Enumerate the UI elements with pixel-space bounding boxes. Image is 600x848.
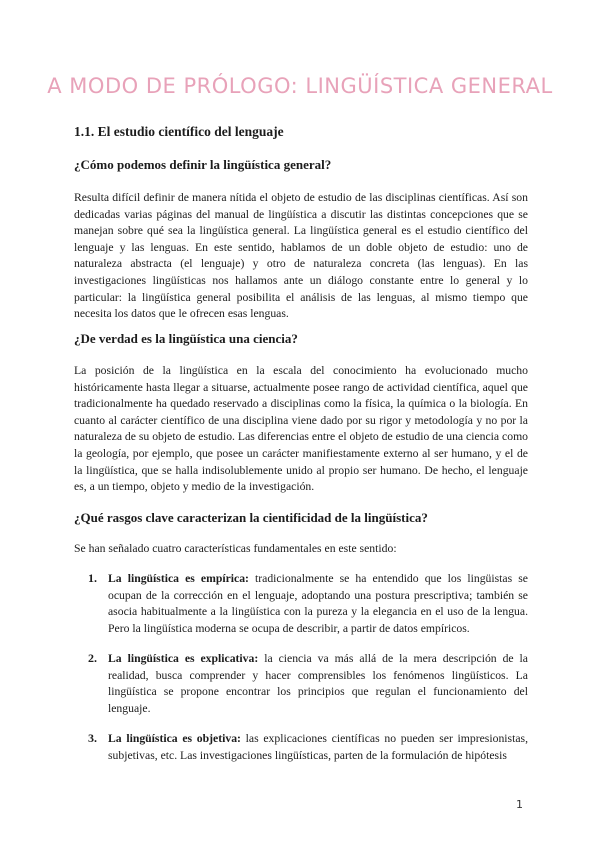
question-heading: ¿Cómo podemos definir la lingüística general? [74, 157, 332, 172]
page-title: A MODO DE PRÓLOGO: LINGÜÍSTICA GENERAL [47, 74, 553, 98]
list-item-body: las explicaciones científicas no pueden ser impresionistas, subjetivas, etc. Las investigaciones lingüísticas, parten de la formulación de hipótesis [108, 732, 528, 762]
list-item-term: La lingüística es empírica: [108, 572, 249, 585]
list-item-term: La lingüística es objetiva: [108, 732, 241, 745]
question-heading: ¿Qué rasgos clave caracterizan la cientificidad de la lingüística? [74, 510, 428, 525]
list-item-term: La lingüística es explicativa: [108, 652, 259, 665]
page-number: 1 [516, 798, 523, 811]
list-item-text [108, 651, 528, 717]
list-item-number: 2. [88, 651, 97, 665]
body-paragraph: La posición de la lingüística en la escala del conocimiento ha evolucionado mucho históricamente hasta llegar a situarse, actualmente posee rango de actividad científica, aquel que tradicionalmente ha quedado reservado a disciplinas como la física, la química o la biología. En cuanto al carácter científico de una disciplina viene dado por su rigor y metodología y no por la naturaleza de su objeto de estudio. Las diferencias entre el objeto de estudio de una ciencia como la geología, por ejemplo, que posee un carácter manifiestamente externo al ser humano, y el de la lingüística, que se halla indisolublemente unido al propio ser humano. De hecho, el lenguaje es, a un tiempo, objeto y medio de la investigación. [74, 364, 529, 494]
list-item-text [108, 731, 528, 764]
list-item-body: la ciencia va más allá de la mera descripción de la realidad, busca comprender y hacer comprensibles los fenómenos lingüísticos. La lingüística se propone encontrar los principios que regulan el funcionamiento del lenguaje. [108, 652, 528, 715]
section-heading: 1.1. El estudio científico del lenguaje [74, 124, 284, 139]
list-item-number: 1. [88, 571, 97, 585]
body-paragraph: Resulta difícil definir de manera nítida el objeto de estudio de las disciplinas científicas. Así son dedicadas varias páginas del manual de lingüística a discutir las distintas concepciones que se manejan sobre qué sea la lingüística general. La lingüística general es el estudio científico del lenguaje y las lenguas. En este sentido, hablamos de un doble objeto de estudio: uno de naturaleza abstracta (el lenguaje) y otro de naturaleza concreta (las lenguas). En las investigaciones lingüísticas nos hallamos ante un diálogo constante entre lo general y lo particular: la lingüística general posibilita el análisis de las lenguas, al mismo tiempo que necesita los datos que le ofrecen esas lenguas. [74, 191, 528, 321]
question-heading: ¿De verdad es la lingüística una ciencia? [74, 331, 298, 346]
list-item-text [108, 571, 528, 637]
list-item-number: 3. [88, 731, 97, 745]
body-paragraph: Se han señalado cuatro características fundamentales en este sentido: [74, 542, 397, 555]
list-item-body: tradicionalmente se ha entendido que los lingüistas se ocupan de la corrección en el lenguaje, adoptando una postura prescriptiva; también se asocia habitualmente a la lingüística con la pureza y la elegancia en el uso de la lengua. Pero la lingüística moderna se ocupa de describir, a partir de datos empíricos. [108, 572, 528, 635]
